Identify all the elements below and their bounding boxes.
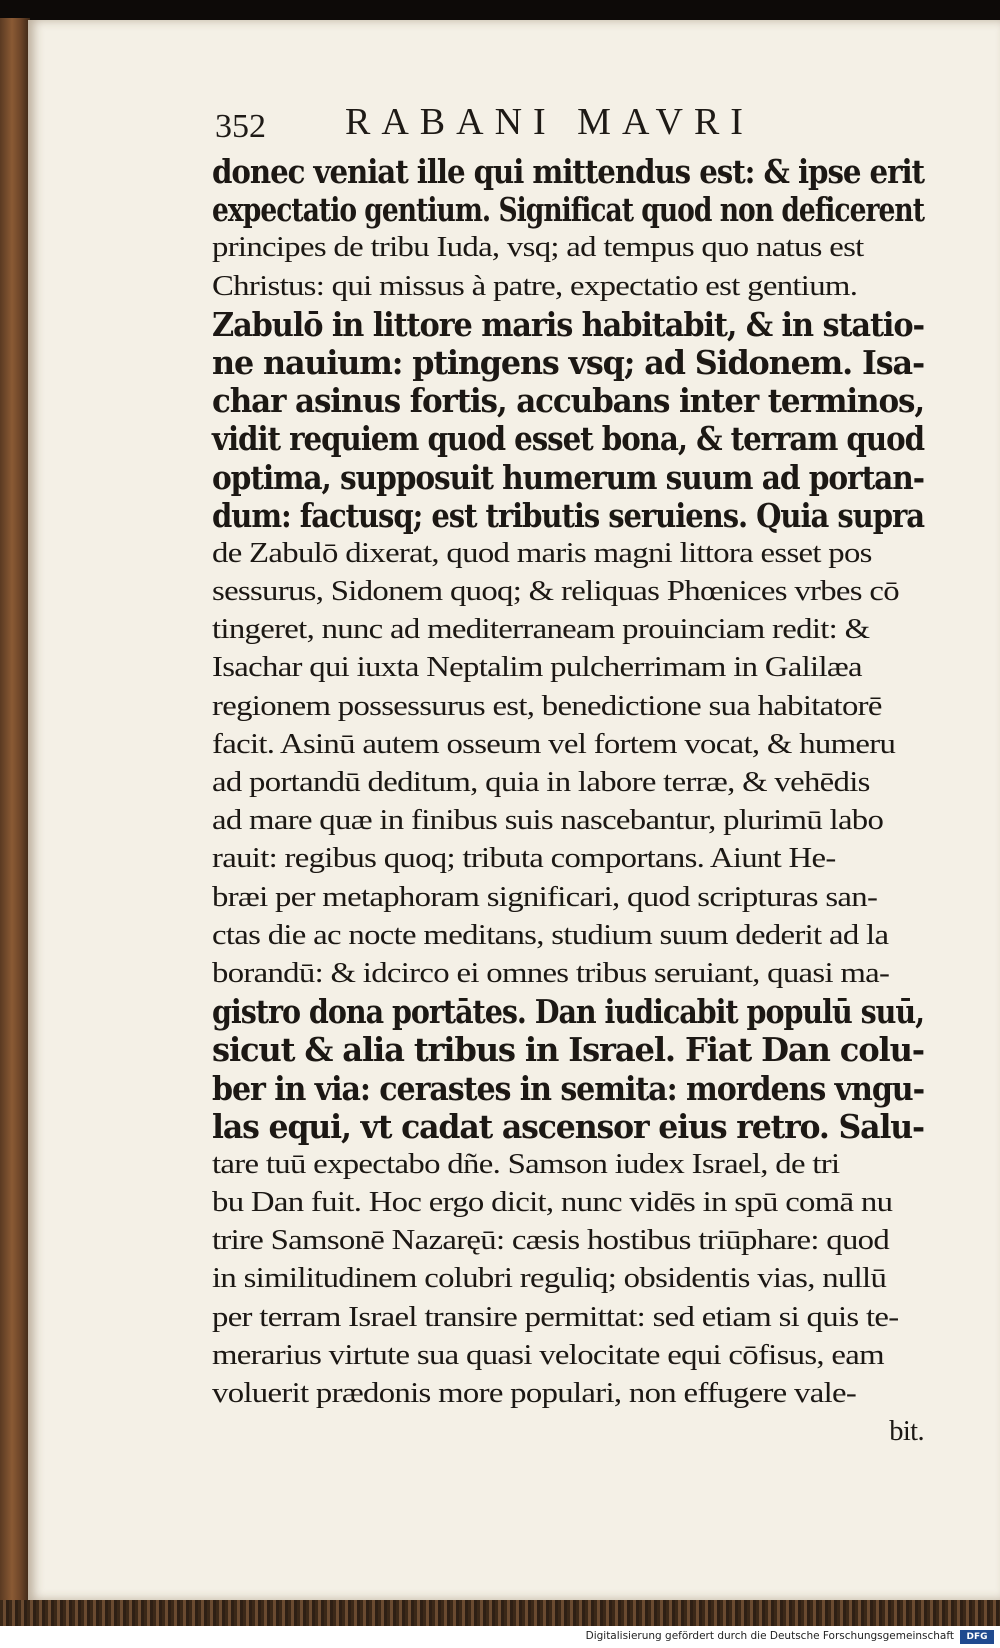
text-line: dum: factusq; est tributis seruiens. Quia supra [212, 495, 924, 535]
text-line: merarius virtute sua quasi velocitate equi cōfisus, eam [212, 1339, 884, 1371]
running-head: RABANI MAVRI [345, 101, 754, 143]
text-line: voluerit prædonis more populari, non effugere vale- [212, 1378, 857, 1409]
dfg-logo: DFG [960, 1630, 994, 1644]
scan-top-border [0, 0, 1000, 22]
text-line: tare tuū expectabo dñe. Samson iudex Israel, de tri [212, 1148, 840, 1180]
text-line: ber in via: cerastes in semita: mordens vngu- [212, 1068, 924, 1108]
text-line: vidit requiem quod esset bona, & terram quod [212, 419, 924, 459]
body-text [212, 153, 924, 1451]
text-line: las equi, vt cadat ascensor eius retro. Salu- [212, 1106, 924, 1146]
text-line: in similitudinem colubri reguliq; obsidentis vias, nullū [212, 1263, 887, 1295]
page-header [215, 100, 915, 150]
text-line: char asinus fortis, accubans inter terminos, [212, 381, 924, 421]
text-line: sessurus, Sidonem quoq; & reliquas Phœnices vrbes cō [212, 576, 899, 608]
text-line: de Zabulō dixerat, quod maris magni littora esset pos [212, 537, 872, 569]
text-line: ctas die ac nocte meditans, studium suum dederit ad la [212, 919, 889, 951]
text-line: rauit: regibus quoq; tributa comportans. Aiunt He- [212, 843, 836, 875]
text-line: expectatio gentium. Significat quod non deficerent [212, 190, 924, 230]
catchword: bit. [889, 1416, 924, 1448]
text-line: facit. Asinū autem osseum vel fortem vocat, & humeru [212, 728, 896, 760]
page-edges [0, 1600, 1000, 1626]
text-line: donec veniat ille qui mittendus est: & ipse erit [212, 152, 924, 191]
text-line: principes de tribu Iuda, vsq; ad tempus quo natus est [212, 232, 864, 264]
page-number: 352 [215, 108, 266, 145]
text-line: bræi per metaphoram significari, quod scripturas san- [212, 881, 878, 913]
text-line: ne nauium: ptingens vsq; ad Sidonem. Isa- [212, 342, 924, 382]
footer-bar [0, 1626, 1000, 1648]
book-spine [0, 18, 30, 1618]
text-line: borandū: & idcirco ei omnes tribus seruiant, quasi ma- [212, 957, 890, 989]
text-line: optima, supposuit humerum suum ad portan- [212, 457, 924, 497]
text-line: trire Samsonē Nazaręū: cæsis hostibus triūphare: quod [212, 1225, 890, 1257]
text-line: Christus: qui missus à patre, expectatio est gentium. [212, 270, 858, 302]
text-line: regionem possessurus est, benedictione sua habitatorē [212, 690, 882, 722]
text-line: per terram Israel transire permittat: sed etiam si quis te- [212, 1301, 899, 1333]
text-line: gistro dona portātes. Dan iudicabit populū suū, [212, 992, 924, 1032]
funding-credit: Digitalisierung gefördert durch die Deutsche Forschungsgemeinschaft [585, 1630, 954, 1642]
text-line: sicut & alia tribus in Israel. Fiat Dan colu- [212, 1030, 924, 1070]
text-line: ad portandū deditum, quia in labore terræ, & vehēdis [212, 767, 870, 798]
text-line: Isachar qui iuxta Neptalim pulcherrimam in Galilæa [212, 652, 862, 684]
text-line: Zabulō in littore maris habitabit, & in statio- [212, 304, 924, 344]
text-line: bu Dan fuit. Hoc ergo dicit, nunc vidēs in spū comā nu [212, 1187, 893, 1219]
text-line: tingeret, nunc ad mediterraneam prouinciam redit: & [212, 614, 870, 646]
text-line: ad mare quæ in finibus suis nascebantur, plurimū labo [212, 805, 884, 837]
